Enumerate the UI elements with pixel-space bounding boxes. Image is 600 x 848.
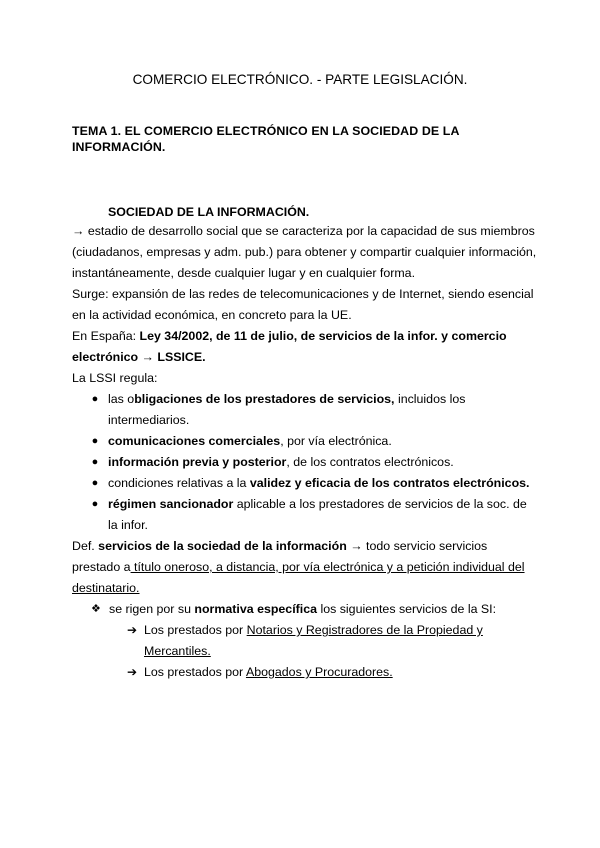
list-item-line (108, 452, 532, 473)
bold-span: servicios de la sociedad de la información (98, 539, 347, 553)
text-span: Def. (72, 539, 99, 553)
diamond-item-line (109, 599, 532, 620)
definition-line-3 (72, 578, 532, 599)
text-span: prestado a (72, 560, 131, 574)
bold-span: validez y eficacia de los contratos electrónicos. (249, 476, 530, 490)
document-title: COMERCIO ELECTRÓNICO. - PARTE LEGISLACIÓN. (132, 72, 468, 87)
intro-line-2: (ciudadanos, empresas y adm. pub.) para obtener y compartir cualquier información, (72, 245, 537, 259)
text-span: las o (108, 392, 135, 406)
underlined-span: título oneroso, a distancia, por vía electrónica y a petición individual del (130, 560, 525, 574)
intro-line-1: → estadio de desarrollo social que se caracteriza por la capacidad de sus miembros (72, 224, 535, 238)
bold-span: régimen sancionador (108, 497, 234, 511)
list-item-line (108, 431, 532, 452)
list-item (72, 494, 532, 536)
diamond-list-item (72, 599, 532, 620)
list-item (72, 473, 532, 494)
arrow-right-icon: ➔ (127, 623, 138, 637)
list-item-line (108, 494, 532, 515)
diamond-bullet-icon: ❖ (91, 603, 101, 615)
text-span: se rigen por su (109, 602, 195, 616)
intro-line-3: instantáneamente, desde cualquier lugar y en cualquier forma. (72, 266, 416, 280)
text-span: → todo servicio servicios (346, 539, 488, 553)
list-item (72, 452, 532, 473)
text-span: Los prestados por (144, 665, 246, 679)
law-acronym: electrónico → LSSICE. (72, 350, 206, 364)
document-body (72, 221, 537, 683)
bullet-icon: ● (91, 477, 99, 489)
bold-span: normativa específica (194, 602, 317, 616)
espana-line-2 (72, 347, 532, 368)
bold-span: bligaciones de los prestadores de servicios, (134, 392, 395, 406)
bullet-icon: ● (91, 393, 99, 405)
list-item-continuation: la infor. (108, 518, 148, 532)
bullet-icon: ● (91, 435, 99, 447)
bullet-icon: ● (91, 456, 99, 468)
surge-line-2: en la actividad económica, en concreto para la UE. (72, 308, 352, 322)
espana-line-1 (72, 326, 532, 347)
underlined-span: Abogados y Procuradores. (245, 665, 393, 679)
text-span: aplicable a los prestadores de servicios de la soc. de (233, 497, 527, 511)
arrow-list-item (72, 662, 532, 683)
definition-line-2 (72, 557, 532, 578)
topic-heading: TEMA 1. EL COMERCIO ELECTRÓNICO EN LA SOCIEDAD DE LA INFORMACIÓN. (72, 124, 460, 154)
list-item-continuation: intermediarios. (108, 413, 190, 427)
arrow-list-item (72, 620, 532, 662)
text-span: condiciones relativas a la (108, 476, 250, 490)
text-span: , de los contratos electrónicos. (286, 455, 454, 469)
text-span: , por vía electrónica. (280, 434, 392, 448)
section-heading: SOCIEDAD DE LA INFORMACIÓN. (108, 205, 310, 219)
underlined-span: Notarios y Registradores de la Propiedad y (246, 623, 483, 637)
list-item-line (108, 389, 532, 410)
arrow-right-icon: ➔ (127, 665, 138, 679)
bold-span: comunicaciones comerciales (108, 434, 281, 448)
text-span: Los prestados por (144, 623, 247, 637)
underlined-span: Mercantiles. (144, 644, 211, 658)
list-item-line (108, 473, 532, 494)
bullet-icon: ● (91, 498, 99, 510)
underlined-span: destinatario. (72, 581, 140, 595)
law-reference: Ley 34/2002, de 11 de julio, de servicios de la infor. y comercio (139, 329, 507, 343)
definition-line-1 (72, 536, 532, 557)
arrow-item-line (144, 620, 532, 641)
lssi-list (72, 389, 532, 536)
text-span: los siguientes servicios de la SI: (317, 602, 497, 616)
list-item (72, 431, 532, 452)
arrow-item-continuation (144, 641, 532, 662)
arrow-item-line (144, 662, 532, 683)
bold-span: información previa y posterior (108, 455, 287, 469)
list-item (72, 389, 532, 431)
lssi-intro: La LSSI regula: (72, 371, 158, 385)
text-span: incluidos los (394, 392, 466, 406)
espana-prefix: En España: (72, 329, 140, 343)
surge-line-1: Surge: expansión de las redes de telecomunicaciones y de Internet, siendo esencial (72, 287, 534, 301)
